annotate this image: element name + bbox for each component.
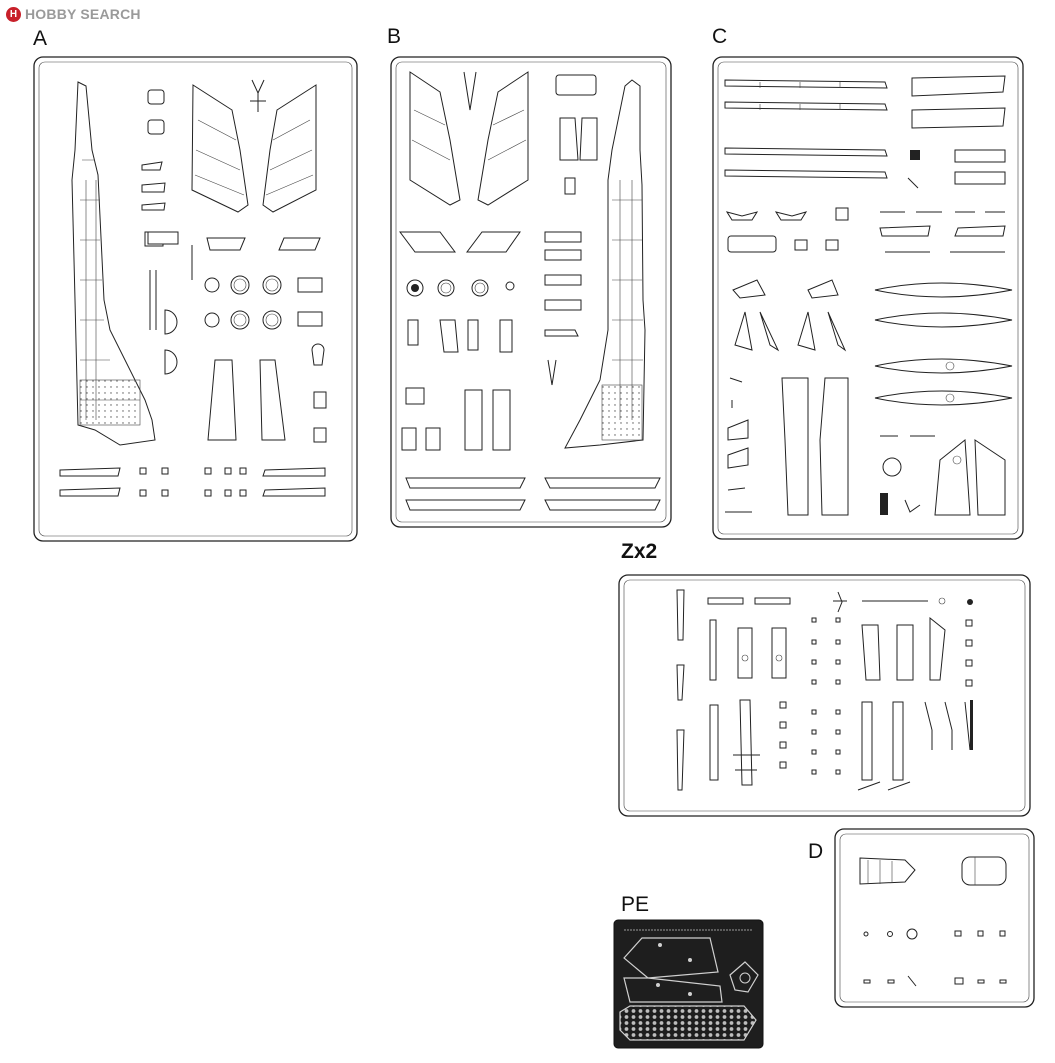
logo-icon: H xyxy=(6,7,21,22)
sprue-label-z: Zx2 xyxy=(621,540,658,563)
sprue-label-pe: PE xyxy=(621,893,650,916)
logo-text: HOBBY SEARCH xyxy=(25,6,141,22)
pe-fret xyxy=(614,920,763,1048)
sprue-label-d: D xyxy=(808,840,824,863)
sprue-d-parts xyxy=(860,857,1006,986)
sprue-z-parts xyxy=(677,590,973,790)
sprue-label-c: C xyxy=(712,25,728,48)
sprue-b-parts xyxy=(400,72,660,510)
sprue-label-b: B xyxy=(387,25,402,48)
sprue-c-parts xyxy=(725,76,1012,515)
sprue-a-parts xyxy=(60,80,326,496)
sprue-label-a: A xyxy=(33,27,48,50)
